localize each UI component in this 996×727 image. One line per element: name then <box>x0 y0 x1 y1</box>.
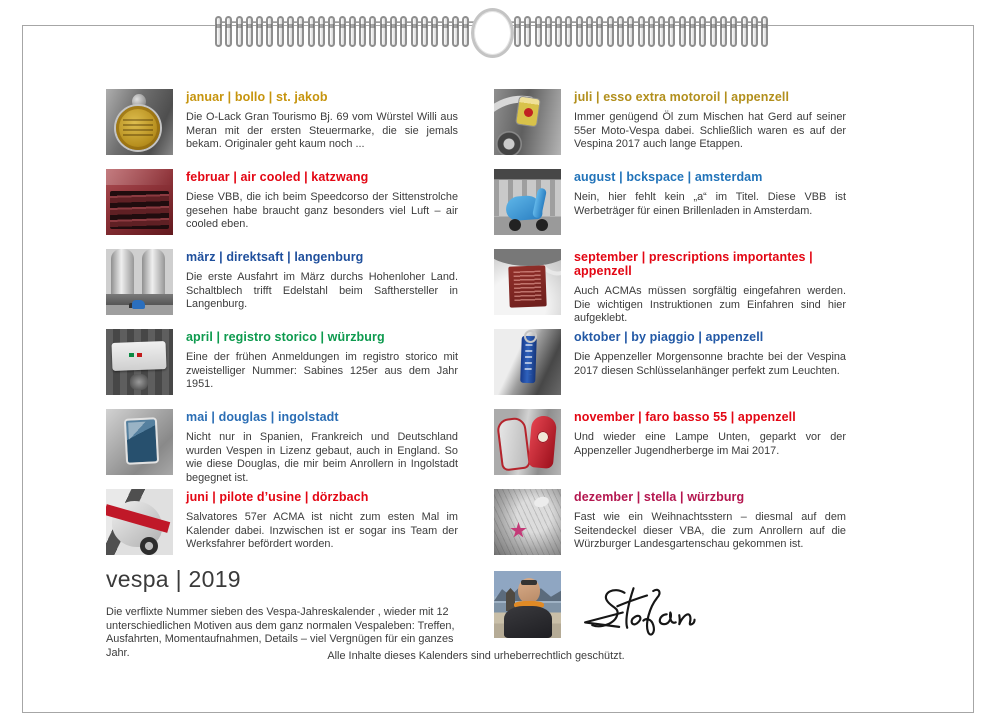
scratch-texture <box>494 489 561 555</box>
hanger-ring <box>471 8 514 58</box>
month-title: märz | direktsaft | langenburg <box>186 250 364 264</box>
binding-loop <box>524 16 531 47</box>
footer-description: Die verflixte Nummer sieben des Vespa-Jahreskalender , wieder mit 12 unterschiedlichen Motiven aus dem ganz normalen Vespaleben: Treffen, Ausfahrten, Momentaufnahmen, Details – viel Vergnügen für ein ganzes Jahr. <box>106 606 455 659</box>
month-entry-juli <box>494 89 846 169</box>
binding-loop <box>359 16 366 47</box>
red-flag-accent <box>137 353 142 357</box>
blue-scooter-accent <box>132 300 145 309</box>
month-text-block <box>186 249 458 312</box>
month-description: Die erste Ausfahrt im März durchs Hohenloher Land. Schaltblech trifft Edelstahl beim Safthersteller in Langenburg. <box>186 271 458 311</box>
binding-loop <box>648 16 655 47</box>
photo-august-blue-vespa <box>494 169 561 235</box>
month-title: januar | bollo | st. jakob <box>186 90 328 104</box>
month-entry-oktober <box>494 329 846 409</box>
wheel-shape <box>509 219 521 231</box>
photo-februar-air-vents <box>106 169 173 235</box>
green-flag-accent <box>129 353 134 357</box>
binding-loop <box>586 16 593 47</box>
month-text-block <box>186 89 458 152</box>
month-column-left <box>106 89 458 569</box>
footer-intro <box>106 566 474 660</box>
photo-juli-oil-can <box>494 89 561 155</box>
month-description: Salvatores 57er ACMA ist nicht zum esten Mal im Kalender dabei. Inzwischen ist er sogar ins Team der Werksfahrer befördert worden. <box>186 511 458 551</box>
month-entry-september <box>494 249 846 329</box>
author-signature <box>575 582 701 652</box>
month-description: Nicht nur in Spanien, Frankreich und Deutschland wurden Vespen in Lizenz gebaut, auch in England. So wie diese Douglas, die mir beim Anrollern in Ingolstadt begegnet ist. <box>186 431 458 484</box>
month-title: februar | air cooled | katzwang <box>186 170 369 184</box>
binding-loop <box>380 16 387 47</box>
wheel-shape <box>496 131 522 155</box>
binding-loop <box>256 16 263 47</box>
month-text-block <box>186 489 458 552</box>
sunglasses-shape <box>521 580 537 585</box>
binding-loops-left <box>215 16 469 47</box>
month-text-block <box>574 329 846 378</box>
binding-loop <box>308 16 315 47</box>
month-entry-november <box>494 409 846 489</box>
disc-text-lines <box>123 119 153 138</box>
photo-oktober-key-fob <box>494 329 561 395</box>
month-entry-dezember <box>494 489 846 569</box>
month-description: Diese VBB, die ich beim Speedcorso der Sittenstrolche gesehen habe braucht ganz besonders viel Luft – air cooled eben. <box>186 191 458 231</box>
binding-loop <box>215 16 222 47</box>
binding-loop <box>565 16 572 47</box>
binding-loop <box>514 16 521 47</box>
binding-loop <box>761 16 768 47</box>
photo-author-portrait <box>494 571 561 638</box>
binding-loop <box>627 16 634 47</box>
photo-september-sticker <box>494 249 561 315</box>
key-ring-shape <box>524 330 537 343</box>
month-description: Die O-Lack Gran Tourismo Bj. 69 vom Würstel Willi aus Meran mit der ersten Steuermarke, die sie jemals bekam. Originaler geht kaum noch ... <box>186 111 458 151</box>
binding-loop <box>689 16 696 47</box>
binding-loop <box>596 16 603 47</box>
month-description: Fast wie ein Weihnachtsstern – diesmal auf dem Seitendeckel dieser VBA, die zum Anrollern auf die Würzburger Landesgartenschau gekommen ist. <box>574 511 846 551</box>
binding-loop <box>545 16 552 47</box>
binding-loop <box>607 16 614 47</box>
binding-loop <box>421 16 428 47</box>
binding-loop <box>730 16 737 47</box>
month-title: september | prescriptions importantes | appenzell <box>574 250 813 278</box>
binding-loop <box>638 16 645 47</box>
month-description: Nein, hier fehlt kein „a“ im Titel. Diese VBB ist Werbeträger für einen Brillenladen in Amsterdam. <box>574 191 846 217</box>
month-title: november | faro basso 55 | appenzell <box>574 410 796 424</box>
month-title: april | registro storico | würzburg <box>186 330 385 344</box>
month-title: august | bckspace | amsterdam <box>574 170 763 184</box>
silver-fender <box>496 416 531 471</box>
month-description: Immer genügend Öl zum Mischen hat Gerd auf seiner 55er Moto-Vespa dabei. Schließlich waren es auf der Vespina 2017 auch lange Etappen. <box>574 111 846 151</box>
wheel-shape <box>140 537 158 555</box>
sticker-text-lines <box>513 271 541 303</box>
binding-loop <box>318 16 325 47</box>
month-text-block <box>574 489 846 552</box>
emblem-shape <box>130 374 148 390</box>
photo-maerz-steel-tanks <box>106 249 173 315</box>
month-text-block <box>574 89 846 152</box>
tank-shape <box>111 249 134 294</box>
binding-loop <box>369 16 376 47</box>
round-badge-shape <box>537 431 549 443</box>
badge-highlight <box>128 421 153 457</box>
binding-loop <box>462 16 469 47</box>
month-description: Auch ACMAs müssen sorgfältig eingefahren werden. Die wichtigen Instruktionen zum Einfahren sind hier aufgeklebt. <box>574 285 846 325</box>
month-description: Und wieder eine Lampe Unten, geparkt vor der Appenzeller Jugendherberge im Mai 2017. <box>574 431 846 457</box>
month-text-block <box>186 169 458 232</box>
photo-april-registro-plate <box>106 329 173 395</box>
binding-loops-right <box>514 16 768 47</box>
jacket-shape <box>504 606 552 638</box>
binding-loop <box>287 16 294 47</box>
page-title: vespa | 2019 <box>106 566 241 592</box>
binding-loop <box>751 16 758 47</box>
binding-loop <box>442 16 449 47</box>
fob-text-lines <box>524 344 532 374</box>
month-column-right <box>494 89 846 569</box>
calendar-sheet <box>22 25 974 713</box>
month-title: dezember | stella | würzburg <box>574 490 745 504</box>
binding-loop <box>297 16 304 47</box>
binding-loop <box>349 16 356 47</box>
vent-slats <box>110 191 169 229</box>
binding-loop <box>452 16 459 47</box>
binding-loop <box>741 16 748 47</box>
binding-loop <box>668 16 675 47</box>
month-text-block <box>574 249 846 326</box>
photo-juni-acma-scooter <box>106 489 173 555</box>
binding-loop <box>720 16 727 47</box>
binding-loop <box>576 16 583 47</box>
month-description: Die Appenzeller Morgensonne brachte bei der Vespina 2017 diesen Schlüsselanhänger perfekt zum Leuchten. <box>574 351 846 377</box>
binding-loop <box>246 16 253 47</box>
binding-loop <box>658 16 665 47</box>
month-title: mai | douglas | ingolstadt <box>186 410 339 424</box>
month-entry-mai <box>106 409 458 489</box>
month-entry-august <box>494 169 846 249</box>
binding-loop <box>617 16 624 47</box>
tank-shape <box>142 249 165 294</box>
binding-loop <box>699 16 706 47</box>
binding-loop <box>277 16 284 47</box>
copyright-notice: Alle Inhalte dieses Kalenders sind urheberrechtlich geschützt. <box>327 650 625 662</box>
month-text-block <box>186 329 458 392</box>
can-logo-dot <box>524 108 533 117</box>
binding-loop <box>225 16 232 47</box>
binding-loop <box>555 16 562 47</box>
photo-dezember-star-panel <box>494 489 561 555</box>
photo-mai-douglas-badge <box>106 409 173 475</box>
month-description: Eine der frühen Anmeldungen im registro storico mit zweistelliger Nummer: Sabines 125er aus dem Jahr 1951. <box>186 351 458 391</box>
binding-loop <box>679 16 686 47</box>
binding-loop <box>339 16 346 47</box>
binding-loop <box>535 16 542 47</box>
month-entry-februar <box>106 169 458 249</box>
sheen <box>106 169 173 185</box>
month-text-block <box>574 169 846 218</box>
binding-loop <box>431 16 438 47</box>
month-title: oktober | by piaggio | appenzell <box>574 330 764 344</box>
month-title: juli | esso extra motoroil | appenzell <box>574 90 790 104</box>
month-entry-januar <box>106 89 458 169</box>
month-entry-juni <box>106 489 458 569</box>
binding-loop <box>266 16 273 47</box>
wire-binding <box>0 0 996 62</box>
signature-stefan-icon <box>575 582 701 652</box>
binding-loop <box>411 16 418 47</box>
binding-loop <box>400 16 407 47</box>
binding-loop <box>390 16 397 47</box>
month-title: juni | pilote d’usine | dörzbach <box>186 490 369 504</box>
binding-loop <box>710 16 717 47</box>
photo-november-red-fenders <box>494 409 561 475</box>
month-text-block <box>574 409 846 458</box>
binding-loop <box>328 16 335 47</box>
month-entry-maerz <box>106 249 458 329</box>
photo-januar-tax-disc <box>106 89 173 155</box>
binding-loop <box>236 16 243 47</box>
month-entry-april <box>106 329 458 409</box>
wheel-shape <box>536 219 548 231</box>
month-text-block <box>186 409 458 485</box>
